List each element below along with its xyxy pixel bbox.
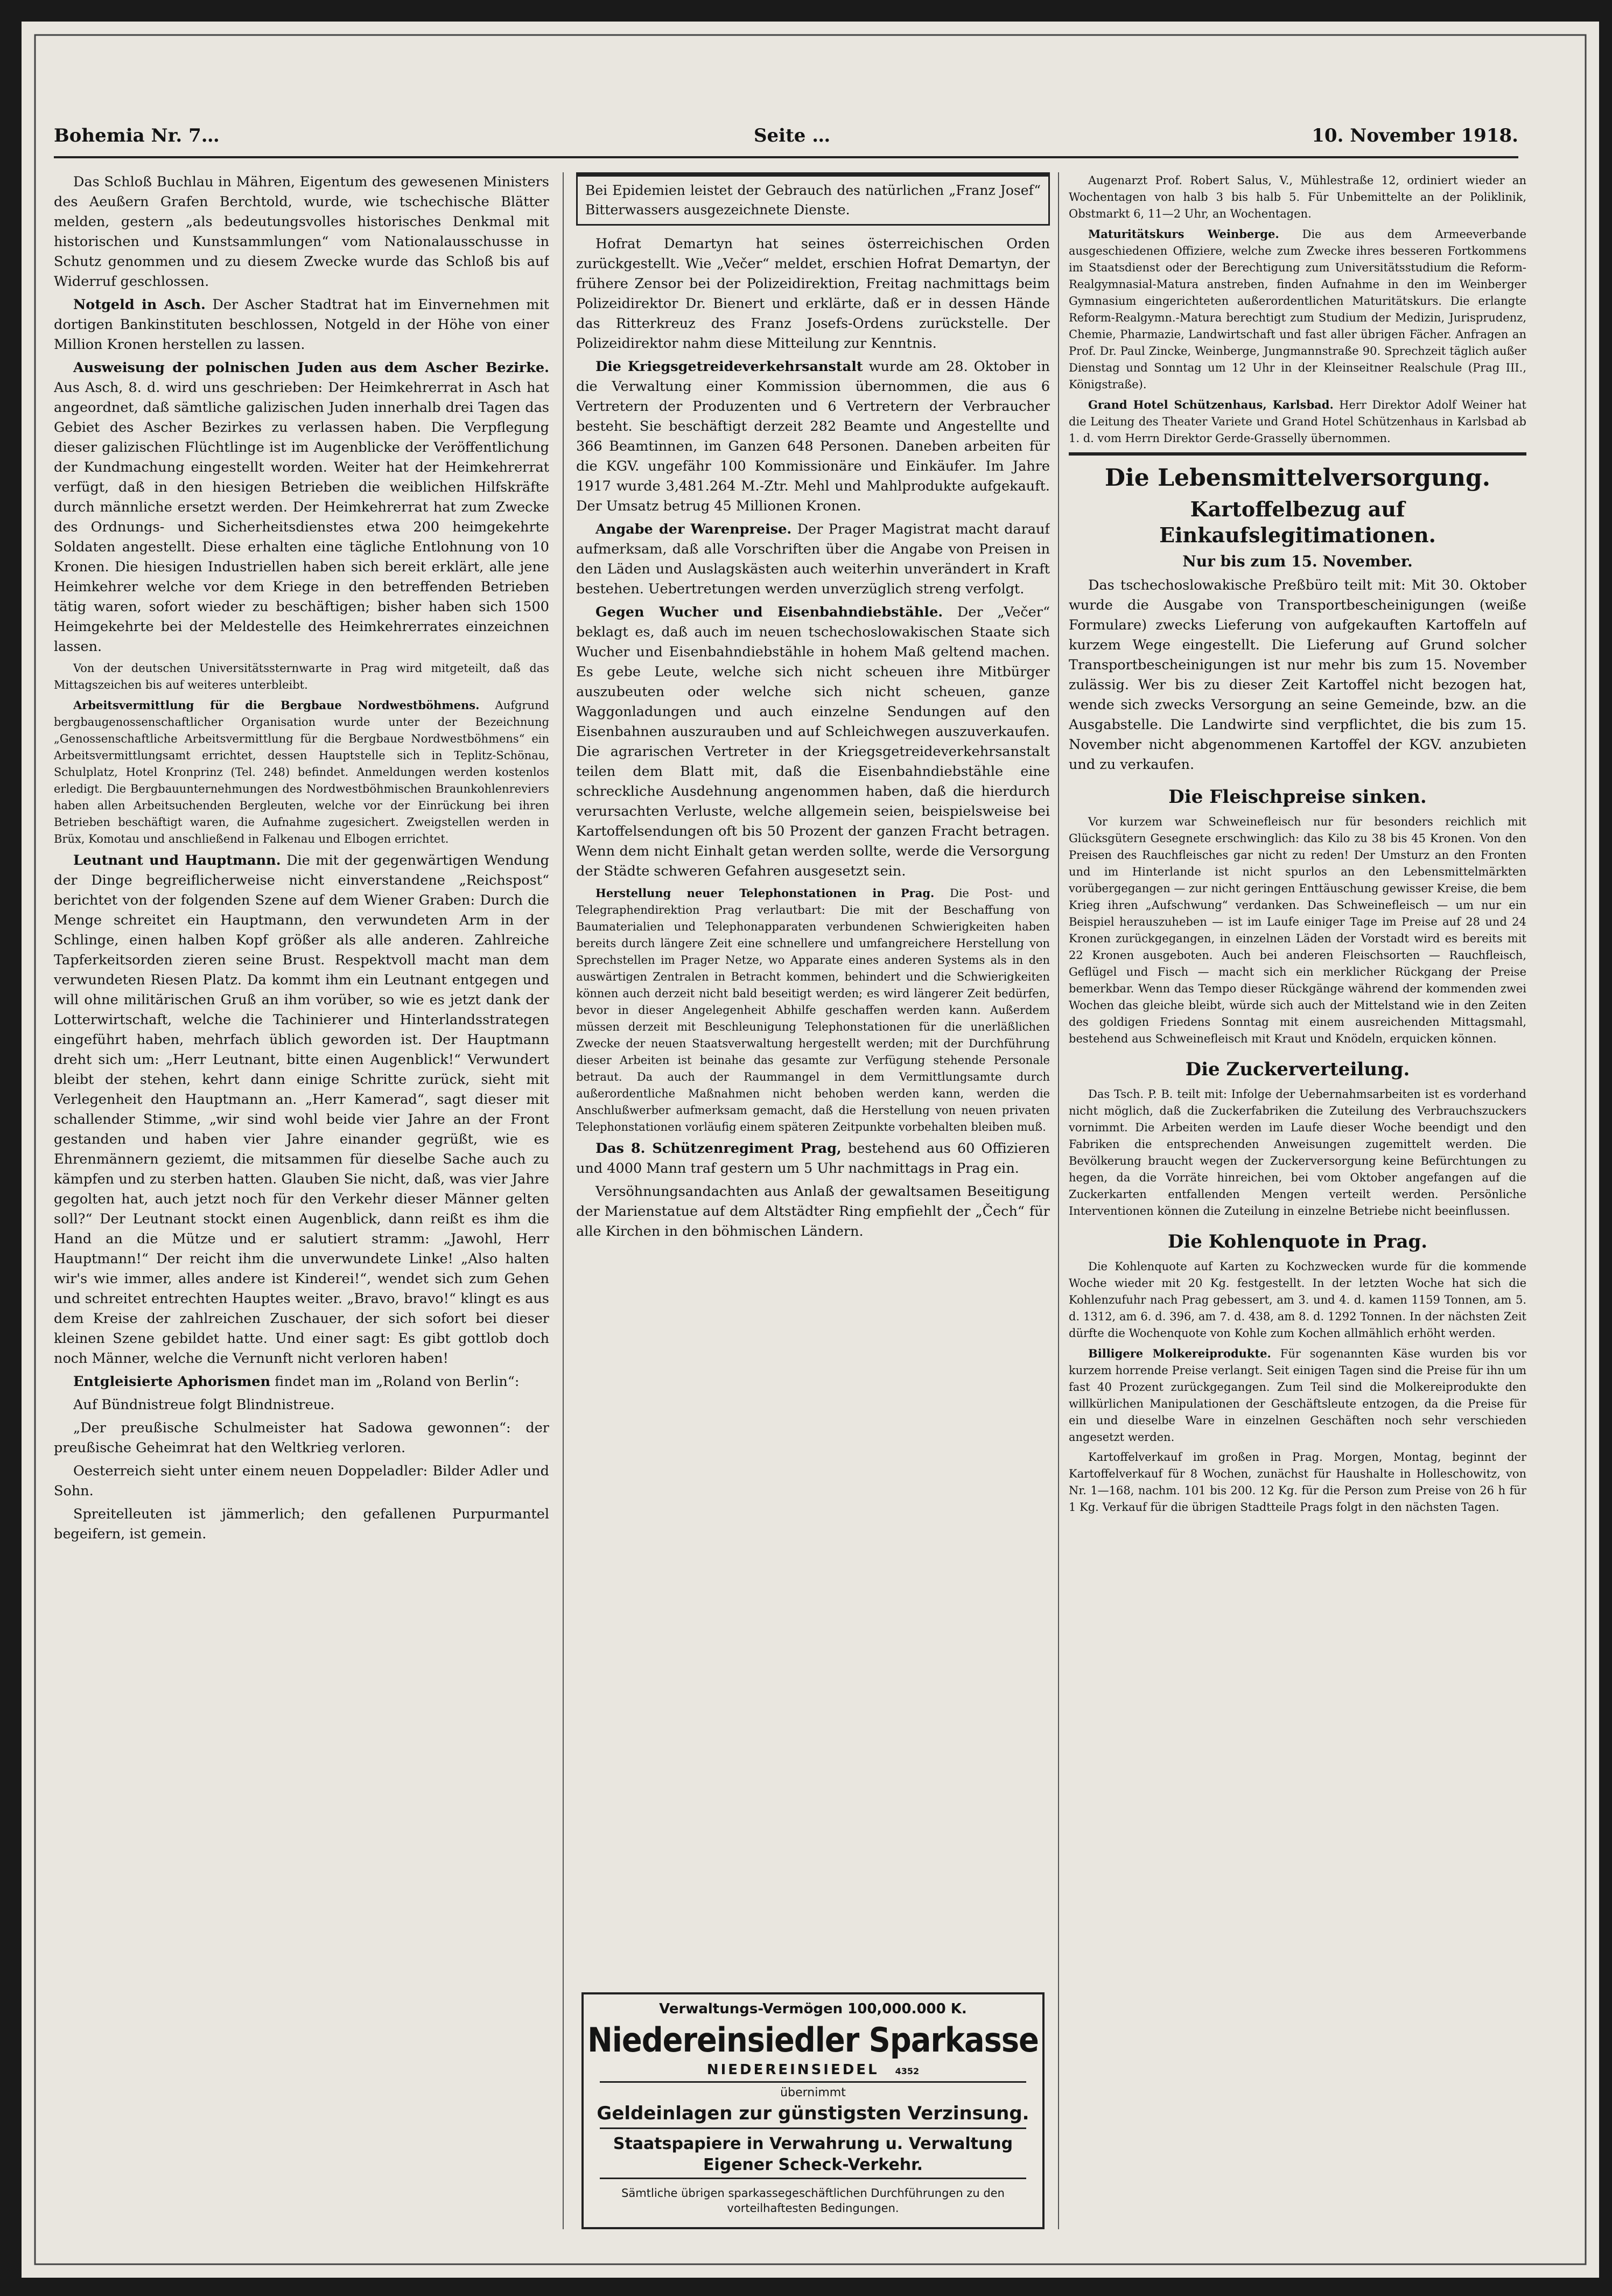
article-heading: Herstellung neuer Telephonstationen in Prag. [595, 886, 935, 900]
article-body: wurde am 28. Oktober in die Verwaltung einer Kommission übernommen, die aus 6 Vertretern der Produzenten und 6 Vertretern der Verbraucher besteht. Sie beschäftigt derzeit 282 Beamte und Angestellte und 366 Beamtinnen, im Ganzen 648 Personen. Daneben arbeiten für die KGV. ungefähr 100 Kommissionäre und Einkäufer. Im Jahre 1917 wurde 3,481.264 M.-Ztr. Mehl und Mahlprodukte aufgekauft. Der Umsatz betrug 45 Millionen Kronen. [576, 359, 1050, 514]
column-2 [576, 172, 1050, 1982]
article-schuetzenregiment [576, 1139, 1050, 1179]
article-arbeitsvermittlung [54, 697, 549, 848]
sparkasse-advertisement [581, 1992, 1045, 2229]
article-heading: Die Kriegsgetreideverkehrsanstalt [595, 359, 863, 375]
ad-code: 4352 [895, 2066, 920, 2076]
article-leutnant [54, 851, 549, 1369]
header-masthead: Bohemia Nr. 7… [54, 125, 220, 146]
ad-cheque: Eigener Scheck-Verkehr. [703, 2155, 923, 2174]
newspaper-page [22, 22, 1599, 2278]
section-title-lebensmittel: Die Lebensmittelversorgung. [1104, 464, 1491, 492]
section-subtitle-kartoffel: Kartoffelbezug auf Einkaufslegitimationen. [1159, 497, 1436, 547]
column-3 [1069, 172, 1526, 2240]
ad-capital: Verwaltungs-Vermögen 100,000.000 K. [659, 2001, 967, 2017]
article-heading: Notgeld in Asch. [73, 297, 206, 313]
ad-securities: Staatspapiere in Verwahrung u. Verwaltung [613, 2134, 1013, 2153]
ad-divider [600, 2178, 1026, 2179]
article-body: Der Ascher Stadtrat hat im Einvernehmen mit dortigen Bankinstituten beschlossen, Notgeld in der Höhe von einer Million Kronen herstellen zu lassen. [54, 297, 549, 353]
aphorism-3: Oesterreich sieht unter einem neuen Doppeladler: Bilder Adler und Sohn. [54, 1463, 549, 1499]
ad-deposits: Geldeinlagen zur günstigsten Verzinsung. [597, 2103, 1029, 2124]
heading-zuckerverteilung: Die Zuckerverteilung. [1185, 1059, 1410, 1080]
header-page-number: Seite … [754, 125, 831, 146]
article-molkereiprodukte [1069, 1345, 1526, 1446]
article-heading: Leutnant und Hauptmann. [73, 852, 281, 869]
article-demartyn: Hofrat Demartyn hat seines österreichischen Orden zurückgestellt. Wie „Večer“ meldet, erschien Hofrat Demartyn, der frühere Zensor bei der Polizeidirektion, Freitag nachmittags beim Polizeidirektor Dr. Bienert und erklärte, daß er in dessen Hände das Ritterkreuz des Franz Josefs-Ordens zurückstelle. Der Polizeidirektor nahm diese Mitteilung zur Kenntnis. [576, 236, 1050, 352]
article-heading: Billigere Molkereiprodukte. [1088, 1347, 1271, 1360]
article-body: Der Prager Magistrat macht darauf aufmerksam, daß alle Vorschriften über die Angabe von Preisen in den Läden und Auslagskästen auch weiterhin unverändert in Kraft bestehen. Uebertretungen werden unverzüglich streng verfolgt. [576, 521, 1050, 597]
article-warenpreise [576, 520, 1050, 599]
heading-kohlenquote: Die Kohlenquote in Prag. [1167, 1231, 1428, 1252]
ad-location-name: NIEDEREINSIEDEL [706, 2062, 879, 2078]
article-body: Aus Asch, 8. d. wird uns geschrieben: Der Heimkehrerrat in Asch hat angeordnet, daß sämtliche galizischen Juden innerhalb drei Tagen das Gebiet des Ascher Bezirkes zu verlassen haben. Die Verpflegung dieser galizischen Flüchtlinge ist im Augenblicke der Veröffentlichung der Kundmachung eingestellt worden. Weiter hat der Heimkehrerrat verfügt, daß in den hiesigen Betrieben die weiblichen Hilfskräfte durch männliche ersetzt werden. Der Heimkehrerrat hat zum Zwecke des Ordnungs- und Sicherheitsdienstes etwa 200 heimgekehrte Soldaten angestellt. Diese erhalten eine tägliche Entlohnung von 10 Kronen. Die hiesigen Industriellen haben sich bereit erklärt, alle jene Heimkehrer welche vor dem Kriege in den betreffenden Betrieben tätig waren, sofort wieder zu beschäftigen; bisher haben sich 1500 Heimgekehrte bei der Meldestelle des Heimkehrerrates einzeichnen lassen. [54, 380, 549, 655]
ad-divider [600, 2081, 1026, 2083]
article-heading: Angabe der Warenpreise. [595, 521, 792, 537]
column-rule-1 [563, 172, 564, 2229]
header-date: 10. November 1918. [1312, 125, 1518, 146]
ad-bank-name: Niedereinsiedler Sparkasse [587, 2020, 1039, 2060]
article-heading: Grand Hotel Schützenhaus, Karlsbad. [1088, 398, 1334, 411]
article-maturitaetskurs [1069, 226, 1526, 393]
aphorism-2: „Der preußische Schulmeister hat Sadowa gewonnen“: der preußische Geheimrat hat den Weltkrieg verloren. [54, 1420, 549, 1456]
article-body: Die aus dem Armeeverbande ausgeschiedenen Offiziere, welche zum Zwecke ihres besseren Fortkommens im Staatsdienst oder der Berechtigung zum Universitätsstudium die Reform-Realgymnasial-Matura anstreben, finden Aufnahme in den im Weinberger Gymnasium eingerichteten außerordentlichen Maturitätskurs. Die erlangte Reform-Realgymn.-Matura berechtigt zum Studium der Medizin, Jurisprudenz, Chemie, Pharmazie, Landwirtschaft und fast aller übrigen Fächer. Anfragen an Prof. Dr. Paul Zincke, Weinberge, Jungmannstraße 90. Sprechzeit täglich außer Dienstag und Sonntag um 12 Uhr in der Kleinseitner Realschule (Prag III., Königstraße). [1069, 228, 1526, 391]
article-kohlenquote: Die Kohlenquote auf Karten zu Kochzwecken wurde für die kommende Woche wieder mit 20 Kg. festgestellt. In der letzten Woche hat sich die Kohlenzufuhr nach Prag gebessert, am 3. und 4. d. kamen 1159 Tonnen, am 5. d. 1312, am 6. d. 396, am 7. d. 438, am 8. d. 1292 Tonnen. In der nächsten Zeit dürfte die Wochenquote von Kohle zum Kochen allmählich erhöht werden. [1069, 1260, 1526, 1340]
article-marienstatue: Versöhnungsandachten aus Anlaß der gewaltsamen Beseitigung der Marienstatue auf dem Altstädter Ring empfiehlt der „Čech“ für alle Kirchen in den böhmischen Ländern. [576, 1184, 1050, 1240]
article-wucher [576, 603, 1050, 881]
article-telephon [576, 885, 1050, 1136]
article-heading: Entgleisierte Aphorismen [73, 1374, 271, 1390]
column-rule-2 [1058, 172, 1059, 2229]
article-fleischpreise: Vor kurzem war Schweinefleisch nur für besonders reichlich mit Glücksgütern Gesegnete erschwinglich: das Kilo zu 38 bis 45 Kronen. Von den Preisen des Rauchfleisches gar nicht zu reden! Der Umsturz an den Fronten und im Hinterlande ist nicht spurlos an den Lebensmittelmärkten vorübergegangen — zur nicht geringen Enttäuschung gewisser Kreise, die bem Krieg ihren „Aufschwung“ verdanken. Das Schweinefleisch — um nur ein Beispiel herauszuheben — ist im Laufe einiger Tage im Preise auf 28 und 24 Kronen zurückgegangen, in einzelnen Läden der Vorstadt wird es bereits mit 22 Kronen ausgeboten. Auch bei anderen Fleischsorten — Rauchfleisch, Geflügel und Fisch — macht sich ein merklicher Rückgang der Preise bemerkbar. Wenn das Tempo dieser Rückgänge während der kommenden zwei Wochen das gleiche bleibt, würde sich auch der Mittelstand wie in den Zeiten des goldigen Friedens Sonntag mit einem ausreichenden Mittagsmahl, bestehend aus Schweinefleisch mit Kraut und Knödeln, erquicken können. [1069, 815, 1526, 1045]
article-heading: Ausweisung der polnischen Juden aus dem Ascher Bezirke. [73, 360, 549, 376]
article-body: Die mit der gegenwärtigen Wendung der Dinge begreiflicherweise nicht einverstandene „Reichspost“ berichtet von der folgenden Szene auf dem Wiener Graben: Durch die Menge schreitet ein Hauptmann, den verwundeten Arm in der Schlinge, einen halben Kopf größer als alle anderen. Zahlreiche Tapferkeitsorden zieren seine Brust. Respektvoll macht man dem verwundeten Riesen Platz. Da kommt ihm ein Leutnant entgegen und will ohne militärischen Gruß an ihm vorüber, so wie es jetzt dank der Lotterwirtschaft, welche die Tachinierer und Hinterlandsstrategen eingeführt haben, mehrfach üblich geworden ist. Der Hauptmann dreht sich um: „Herr Leutnant, bitte einen Augenblick!“ Verwundert bleibt der stehen, kehrt dann einige Schritte zurück, sieht mit Verlegenheit den Hauptmann an. „Herr Kamerad“, sagt dieser mit schallender Stimme, „wir sind wohl beide vier Jahre an der Front gestanden und haben vier Jahre einander gegrüßt, wie es Ehrenmännern geziemt, die mitsammen für dieselbe Sache auch zu kämpfen und zu sterben hatten. Glauben Sie nicht, daß, was vier Jahre gegolten hat, auch jetzt noch für den Verkehr dieser Männer gelten soll?“ Der Leutnant stockt einen Augenblick, dann reißt es ihm die Hand an die Mütze und er salutiert stramm: „Jawohl, Herr Hauptmann!“ Der reicht ihm die unverwundete Linke! „Also halten wir's wie immer, alles andere ist Kinderei!“, wendet sich zum Gehen und schreitet entrechten Hauptes weiter. „Bravo, bravo!“ klingt es aus dem Kreise der zahlreichen Zuschauer, der sich sofort bei dieser kleinen Szene gebildet hatte. Und einer sagt: Es gibt gottlob doch noch Männer, welche die Vernunft nicht verloren haben! [54, 852, 549, 1367]
article-notgeld-asch [54, 295, 549, 355]
article-schloss-buchlau: Das Schloß Buchlau in Mähren, Eigentum des gewesenen Ministers des Aeußern Grafen Berchtold, wurde, wie tschechische Blätter melden, gestern „als bedeutungsvolles historisches Denkmal mit historischen und Kunstsammlungen“ vom Nationalausschusse in Schutz genommen und zu diesem Zwecke wurde das Schloß bis auf Widerruf geschlossen. [54, 174, 549, 290]
article-aphorismen [54, 1372, 549, 1392]
page-header [54, 118, 1518, 158]
article-kartoffelbezug: Das tschechoslowakische Preßbüro teilt mit: Mit 30. Oktober wurde die Ausgabe von Transportbescheinigungen (weiße Formulare) zwecks Lieferung von aufgekauften Kartoffeln auf kurzem Wege eingestellt. Die Lieferung auf Grund solcher Transportbescheinigungen ist nur mehr bis zum 15. November zulässig. Wer bis zu dieser Zeit Kartoffel nicht bezogen hat, wende sich zwecks Versorgung an seine Gemeinde, bzw. an die Ausgabstelle. Die Landwirte sind verpflichtet, die bis zum 15. November nicht abgenommenen Kartoffel der KGV. anzubieten und zu verkaufen. [1069, 577, 1526, 773]
ad-takes-over: übernimmt [780, 2086, 846, 2099]
column-1 [54, 172, 549, 2240]
article-body: findet man im „Roland von Berlin“: [270, 1374, 520, 1390]
ad-divider [600, 2127, 1026, 2129]
section-divider [1069, 452, 1526, 456]
article-sternwarte: Von der deutschen Universitätssternwarte in Prag wird mitgeteilt, daß das Mittagszeichen bis auf weiteres unterbleibt. [54, 662, 549, 691]
section-deadline: Nur bis zum 15. November. [1182, 552, 1413, 570]
article-heading: Maturitätskurs Weinberge. [1088, 227, 1279, 241]
article-body: Herr Direktor Adolf Weiner hat die Leitung des Theater Variete und Grand Hotel Schützenhaus in Karlsbad ab 1. d. vom Herrn Direktor Gerde-Grasselly übernommen. [1069, 398, 1526, 445]
aphorism-4: Spreitelleuten ist jämmerlich; den gefallenen Purpurmantel begeifern, ist gemein. [54, 1506, 549, 1542]
aphorism-1: Auf Bündnistreue folgt Blindnistreue. [73, 1397, 335, 1413]
article-body: Aufgrund bergbaugenossenschaftlicher Organisation wurde unter der Bezeichnung „Genossenschaftliche Arbeitsvermittlung für die Bergbaue Nordwestböhmens“ ein Arbeitsvermittlungsamt errichtet, dessen Hauptstelle sich in Teplitz-Schönau, Schulplatz, Hotel Kronprinz (Tel. 248) befindet. Anmeldungen werden kostenlos erledigt. Die Bergbauunternehmungen des Nordwestböhmischen Braunkohlenreviers haben allen Arbeitsuchenden Bergleuten, welche vor der Einrückung bei ihren Betrieben beschäftigt waren, die Aufnahme zugesichert. Zweigstellen werden in Brüx, Komotau und anschließend in Falkenau und Elbogen errichtet. [54, 699, 549, 845]
article-kartoffelverkauf: Kartoffelverkauf im großen in Prag. Morgen, Montag, beginnt der Kartoffelverkauf für 8 Wochen, zunächst für Haushalte in Holleschowitz, von Nr. 1—168, nachm. 101 bis 200. 12 Kg. für die Person zum Preise von 26 h für 1 Kg. Verkauf für die übrigen Stadtteile Prags folgt in den nächsten Tagen. [1069, 1451, 1526, 1514]
article-kriegsgetreide [576, 357, 1050, 516]
article-body: bestehend aus 60 Offizieren und 4000 Mann traf gestern um 5 Uhr nachmittags in Prag ein. [576, 1140, 1050, 1177]
article-grand-hotel [1069, 396, 1526, 447]
ad-location [584, 2062, 1042, 2078]
article-body: Der „Večer“ beklagt es, daß auch im neuen tschechoslowakischen Staate sich Wucher und Eisenbahndiebstähle in hohem Maß geltend machen. Es gebe Leute, welche sich nicht scheuen ihre Mitbürger auszubeuten oder welche sich nicht scheuen, ganze Waggonladungen und auch einzelne Sendungen auf den Eisenbahnen auszurauben und auf Schleichwegen auszuverkaufen. Die agrarischen Vertreter in der Kriegsgetreideverkehrsanstalt teilen dem Blatt mit, daß die Eisenbahndiebstähle eine schreckliche Ausdehnung angenommen haben, daß die hierdurch verursachten Verluste, welche allgemein seien, beispielsweise bei Kartoffelsendungen oft bis 50 Prozent der ganzen Fracht betragen. Wenn dem nicht Einhalt getan werden sollte, werde die Versorgung der Städte schweren Gefahren ausgesetzt sein. [576, 604, 1050, 879]
article-augenarzt: Augenarzt Prof. Robert Salus, V., Mühlestraße 12, ordiniert wieder an Wochentagen von halb 3 bis halb 5. Für Unbemittelte an der Poliklinik, Obstmarkt 6, 11—2 Uhr, an Wochentagen. [1069, 174, 1526, 220]
article-zuckerverteilung: Das Tsch. P. B. teilt mit: Infolge der Uebernahmsarbeiten ist es vorderhand nicht möglich, daß die Zuckerfabriken die Zuteilung des Verbrauchszuckers vornimmt. Die Arbeiten werden im Laufe dieser Woche beendigt und den Fabriken die entsprechenden Anweisungen zugemittelt werden. Die Bevölkerung braucht wegen der Zuckerversorgung keine Befürchtungen zu hegen, da die Vorräte hinreichen, bei vom Oktober angefangen auf die Zuckerkarten entfallenden Mengen verteilt werden. Persönliche Interventionen können die Zuteilung in einzelne Betriebe nicht beeinflussen. [1069, 1088, 1526, 1217]
article-body: Die Post- und Telegraphendirektion Prag verlautbart: Die mit der Beschaffung von Baumaterialien und Telephonapparaten verbundenen Schwierigkeiten haben bereits durch längere Zeit eine schnellere und umfangreichere Herstellung von Sprechstellen im Prager Netze, wo Apparate eines anderen Systems als in den auswärtigen Zentralen in Betracht kommen, behindert und die Schwierigkeiten können auch derzeit nicht bald beseitigt werden; es wird längerer Zeit bedürfen, bevor in dieser Angelegenheit Abhilfe geschaffen werden kann. Außerdem müssen derzeit mit Beschleunigung Telephonstationen für die unerläßlichen Zwecke der neuen Staatsverwaltung hergestellt werden; mit der Durchführung dieser Arbeiten ist beinahe das gesamte zur Verfügung stehende Personale betraut. Da auch der Raummangel in dem Vermittlungsamte durch außerordentliche Maßnahmen nicht behoben werden kann, werden die Anschlußwerber aufmerksam gemacht, daß die Herstellung von neuen privaten Telephonstationen vorläufig einem späteren Zeitpunkte vorbehalten bleiben muß. [576, 887, 1050, 1133]
article-ausweisung [54, 358, 549, 657]
bitterwasser-notice: Bei Epidemien leistet der Gebrauch des natürlichen „Franz Josef“ Bitterwassers ausgezeichnete Dienste. [576, 172, 1050, 226]
heading-fleischpreise: Die Fleischpreise sinken. [1168, 786, 1427, 808]
article-heading: Arbeitsvermittlung für die Bergbaue Nordwestböhmens. [73, 698, 480, 712]
article-body: Für sogenannten Käse wurden bis vor kurzem horrende Preise verlangt. Seit einigen Tagen sind die Preise für ihn um fast 40 Prozent zurückgegangen. Zum Teil sind die Molkereiprodukte den willkürlichen Manipulationen der Geschäftsleute entzogen, da die Preise für ein und dieselbe Ware in einzelnen Geschäften noch sehr verschieden angesetzt werden. [1069, 1347, 1526, 1444]
ad-other-services: Sämtliche übrigen sparkassegeschäftlichen Durchführungen zu den vorteilhaftesten Bedingungen. [621, 2187, 1005, 2215]
article-heading: Gegen Wucher und Eisenbahndiebstähle. [595, 604, 943, 620]
article-heading: Das 8. Schützenregiment Prag, [595, 1140, 842, 1157]
